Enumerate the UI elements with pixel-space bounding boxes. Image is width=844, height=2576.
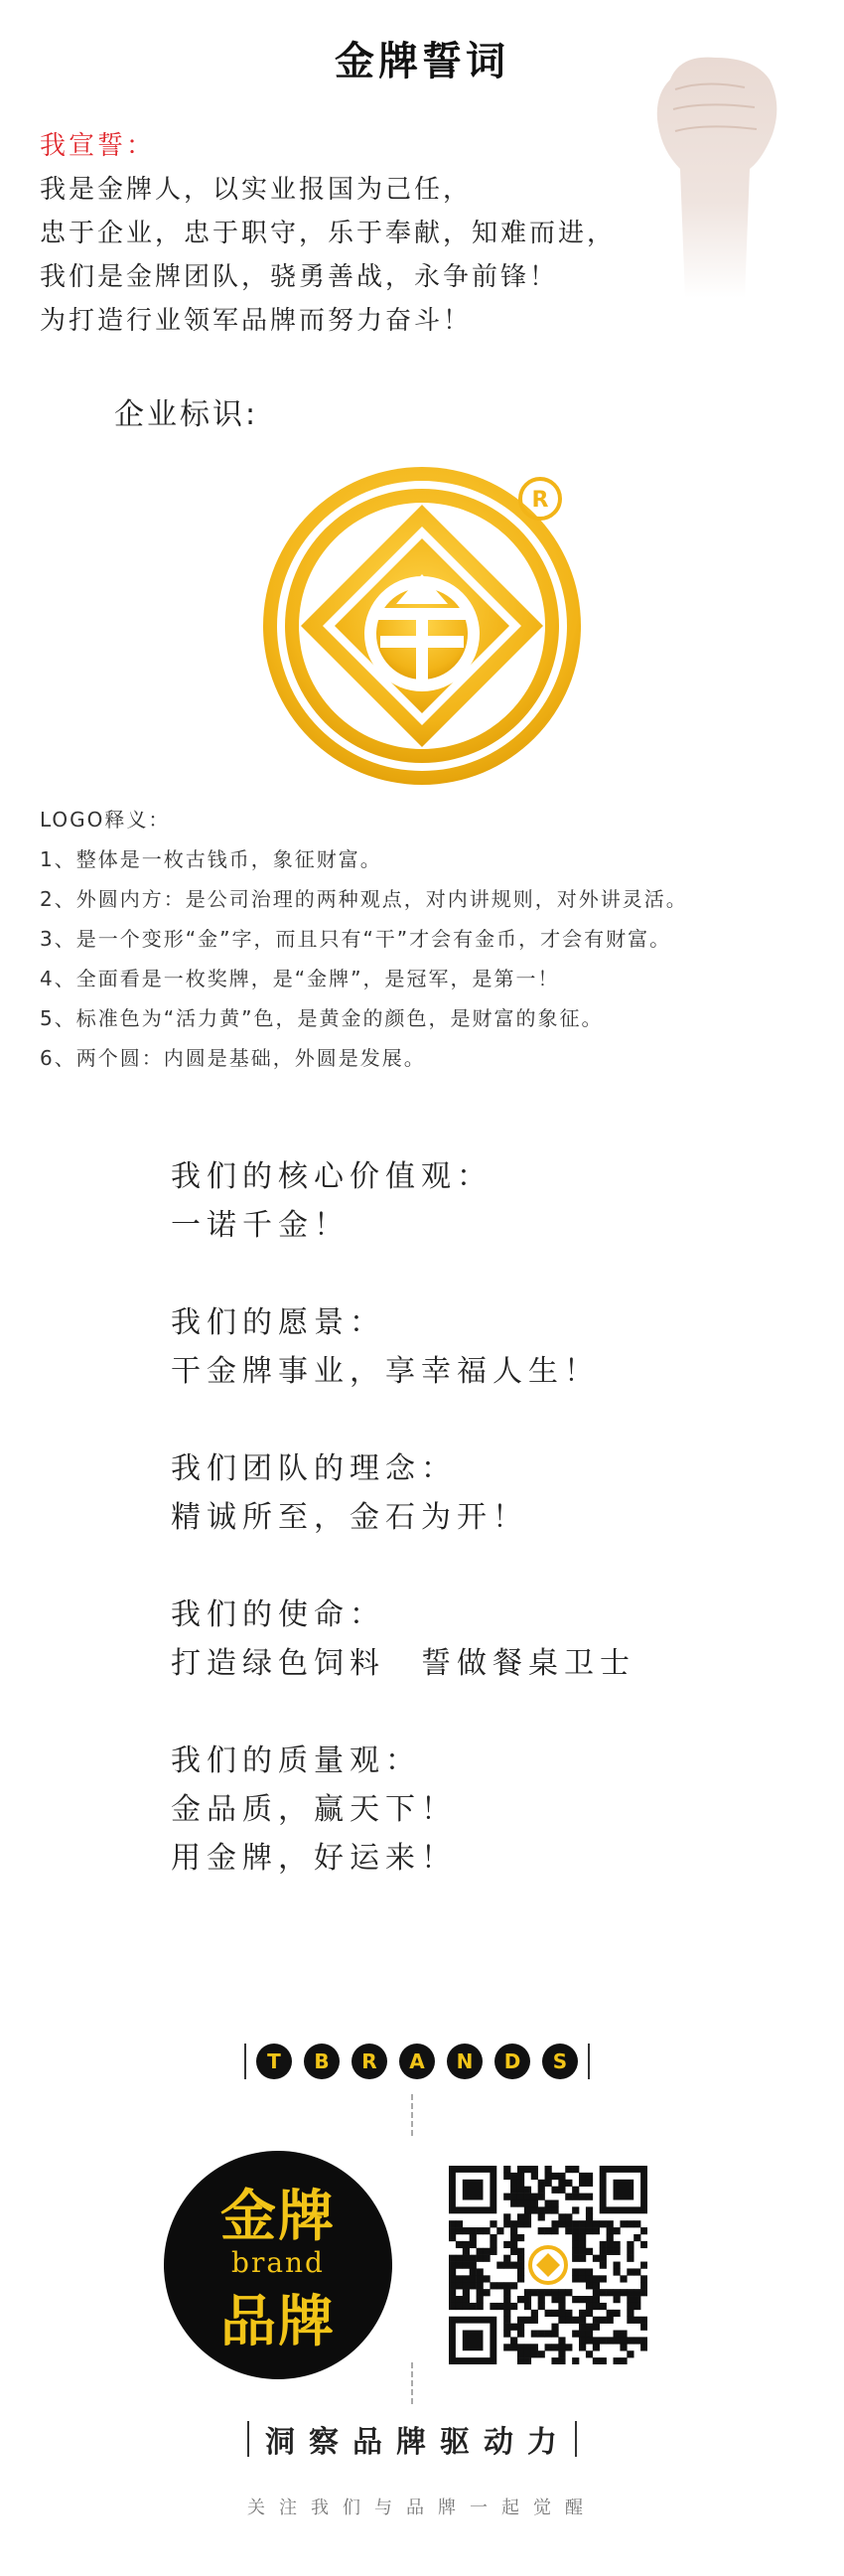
page-title: 金牌誓词 [335,39,509,84]
oath-heading: 我宣誓： [40,131,156,161]
brand-letter: N [447,2044,483,2079]
divider [244,2044,246,2079]
core-values [171,1152,635,1883]
logo-explain-item: 5、标准色为“活力黄”色，是黄金的颜色，是财富的象征。 [40,1006,604,1030]
value-label: 我们的质量观： [171,1743,421,1778]
value-text: 用金牌，好运来！ [171,1841,457,1876]
value-text: 干金牌事业，享幸福人生！ [171,1354,600,1389]
logo-section-heading: 企业标识: [114,397,259,432]
oath-line: 忠于企业，忠于职守，乐于奉献，知难而进， [40,219,617,248]
logo-explain-item: 3、是一个变形“金”字，而且只有“干”才会有金币，才会有财富。 [40,927,672,951]
logo-explain-item: 4、全面看是一枚奖牌，是“金牌”，是冠军，是第一！ [40,967,560,990]
brand-letter: D [494,2044,530,2079]
brand-logo-circle [164,2151,392,2379]
value-text: 打造绿色饲料 誓做餐桌卫士 [171,1646,635,1681]
brand-circle-top: 金牌 [220,2184,336,2249]
value-text: 精诚所至，金石为开！ [171,1500,528,1535]
brand-circle-middle: brand [231,2246,325,2279]
oath-line: 我是金牌人，以实业报国为己任， [40,175,473,205]
value-label: 我们的使命： [171,1597,385,1632]
follow-text: 关注我们与品牌一起觉醒 [247,2498,597,2518]
brand-circle-bottom: 品牌 [220,2289,336,2354]
slogan-text: 洞察品牌驱动力 [265,2425,571,2460]
slogan-banner [223,2414,601,2464]
brand-letter: B [304,2044,340,2079]
value-label: 我们团队的理念： [171,1451,457,1486]
qr-code[interactable] [449,2166,647,2364]
registered-mark-text: R [531,488,549,513]
raised-fist-image [645,50,784,308]
value-text: 一诺千金！ [171,1208,350,1243]
dashed-divider [411,2362,413,2404]
oath-line: 为打造行业领军品牌而努力奋斗！ [40,306,473,336]
logo-explain-title: LOGO释义： [40,808,171,832]
value-label: 我们的愿景： [171,1305,385,1340]
divider [575,2421,577,2457]
logo-explain-item: 6、两个圆：内圆是基础，外圆是发展。 [40,1046,426,1070]
value-text: 金品质，赢天下！ [171,1792,457,1827]
registered-trademark-icon [516,475,564,523]
brand-letter: T [256,2044,292,2079]
brand-letter: S [542,2044,578,2079]
brand-letter: R [352,2044,387,2079]
logo-explain-item: 1、整体是一枚古钱币，象征财富。 [40,847,382,871]
tbrands-banner [228,2037,606,2086]
dashed-divider [411,2094,413,2136]
divider [247,2421,249,2457]
oath-line: 我们是金牌团队，骁勇善战，永争前锋！ [40,262,559,292]
logo-explain-item: 2、外圆内方：是公司治理的两种观点，对内讲规则，对外讲灵活。 [40,887,688,911]
brand-letter: A [399,2044,435,2079]
divider [588,2044,590,2079]
oath-block [40,124,616,343]
logo-explanation [40,800,688,1078]
value-label: 我们的核心价值观： [171,1159,492,1194]
